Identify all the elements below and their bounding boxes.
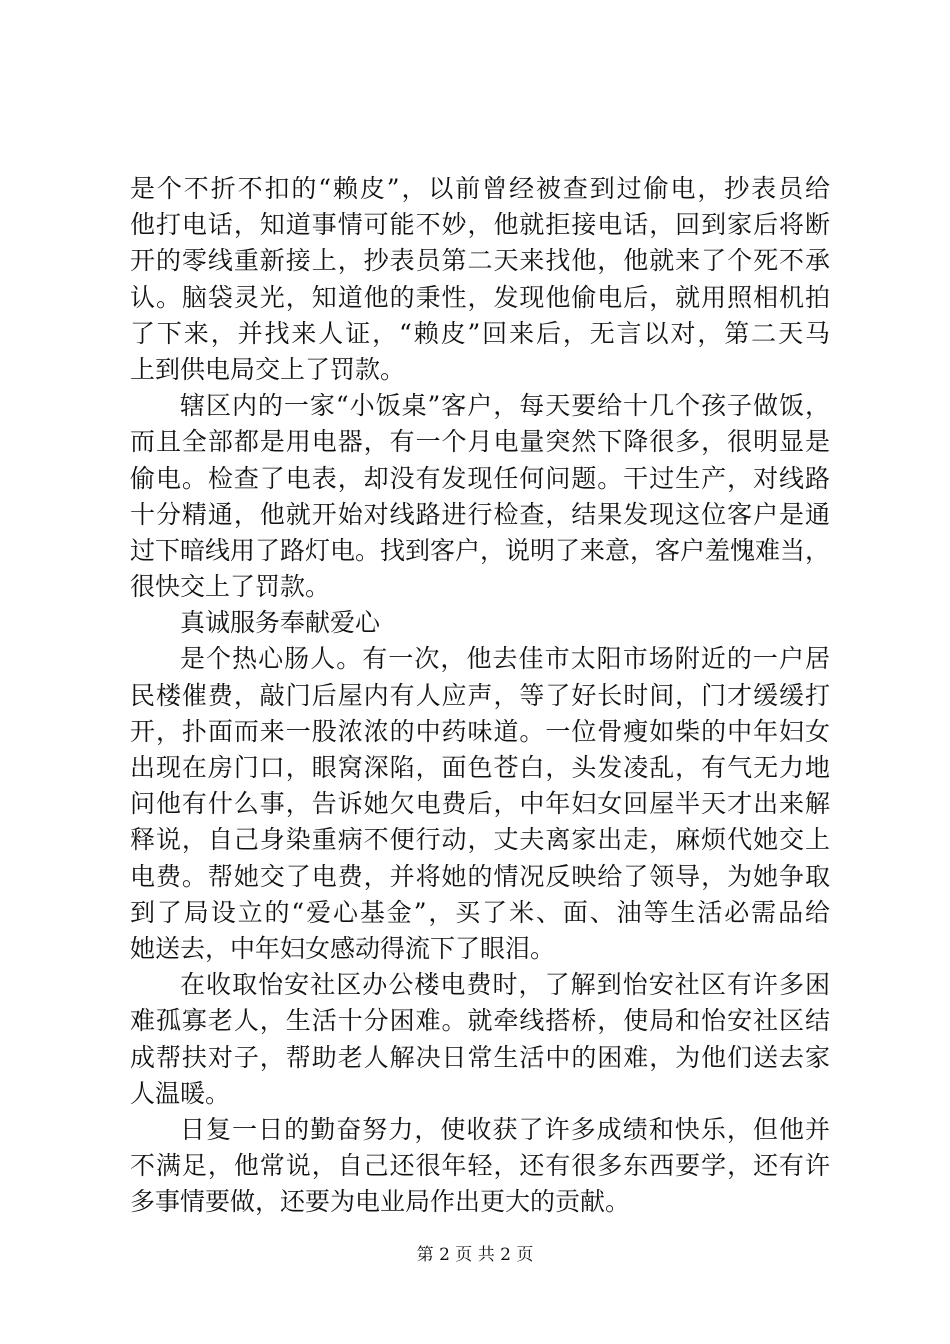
- text-line: 上到供电局交上了罚款。: [130, 354, 406, 384]
- text-line: 是个不折不扣的“赖皮”，以前曾经被查到过偷电，抄表员给: [130, 174, 830, 203]
- text-line: 她送去，中年妇女感动得流下了眼泪。: [130, 933, 556, 963]
- text-line: 真诚服务奉献爱心: [180, 608, 381, 638]
- text-line: 是个热心肠人。有一次，他去佳市太阳市场附近的一户居: [180, 644, 830, 674]
- text-line: 释说，自己身染重病不便行动，丈夫离家出走，麻烦代她交上: [130, 825, 830, 855]
- text-line: 问他有什么事，告诉她欠电费后，中年妇女回屋半天才出来解: [130, 789, 830, 819]
- text-line: 到了局设立的“爱心基金”，买了米、面、油等生活必需品给: [130, 897, 830, 927]
- text-line: 电费。帮她交了电费，并将她的情况反映给了领导，为她争取: [130, 861, 830, 891]
- text-line: 他打电话，知道事情可能不妙，他就拒接电话，回到家后将断: [130, 210, 830, 240]
- text-line: 辖区内的一家“小饭桌”客户，每天要给十几个孩子做饭，: [180, 391, 830, 421]
- page-footer: 第 2 页 共 2 页: [416, 1245, 534, 1265]
- text-line: 了下来，并找来人证，“赖皮”回来后，无言以对，第二天马: [130, 318, 830, 348]
- text-line: 人温暖。: [130, 1078, 231, 1108]
- text-line: 偷电。检查了电表，却没有发现任何问题。干过生产，对线路: [130, 463, 830, 493]
- text-line: 日复一日的勤奋努力，使收获了许多成绩和快乐，但他并: [180, 1114, 830, 1144]
- text-line: 民楼催费，敲门后屋内有人应声，等了好长时间，门才缓缓打: [130, 680, 830, 710]
- text-line: 而且全部都是用电器，有一个月电量突然下降很多，很明显是: [130, 427, 830, 457]
- text-line: 不满足，他常说，自己还很年轻，还有很多东西要学，还有许: [130, 1151, 830, 1181]
- text-line: 成帮扶对子，帮助老人解决日常生活中的困难，为他们送去家: [130, 1042, 830, 1072]
- text-line: 开的零线重新接上，抄表员第二天来找他，他就来了个死不承: [130, 246, 830, 276]
- text-line: 过下暗线用了路灯电。找到客户，说明了来意，客户羞愧难当，: [130, 535, 831, 565]
- text-line: 在收取怡安社区办公楼电费时，了解到怡安社区有许多困: [180, 970, 830, 1000]
- text-line: 开，扑面而来一股浓浓的中药味道。一位骨瘦如柴的中年妇女: [130, 716, 830, 746]
- document-body: [130, 171, 830, 1220]
- text-line: 难孤寡老人，生活十分困难。就牵线搭桥，使局和怡安社区结: [130, 1006, 830, 1036]
- text-line: 很快交上了罚款。: [130, 572, 331, 602]
- text-line: 十分精通，他就开始对线路进行检查，结果发现这位客户是通: [130, 499, 830, 529]
- text-line: 多事情要做，还要为电业局作出更大的贡献。: [130, 1187, 631, 1217]
- text-line: 认。脑袋灵光，知道他的秉性，发现他偷电后，就用照相机拍: [130, 282, 830, 312]
- text-line: 出现在房门口，眼窝深陷，面色苍白，头发凌乱，有气无力地: [130, 753, 830, 782]
